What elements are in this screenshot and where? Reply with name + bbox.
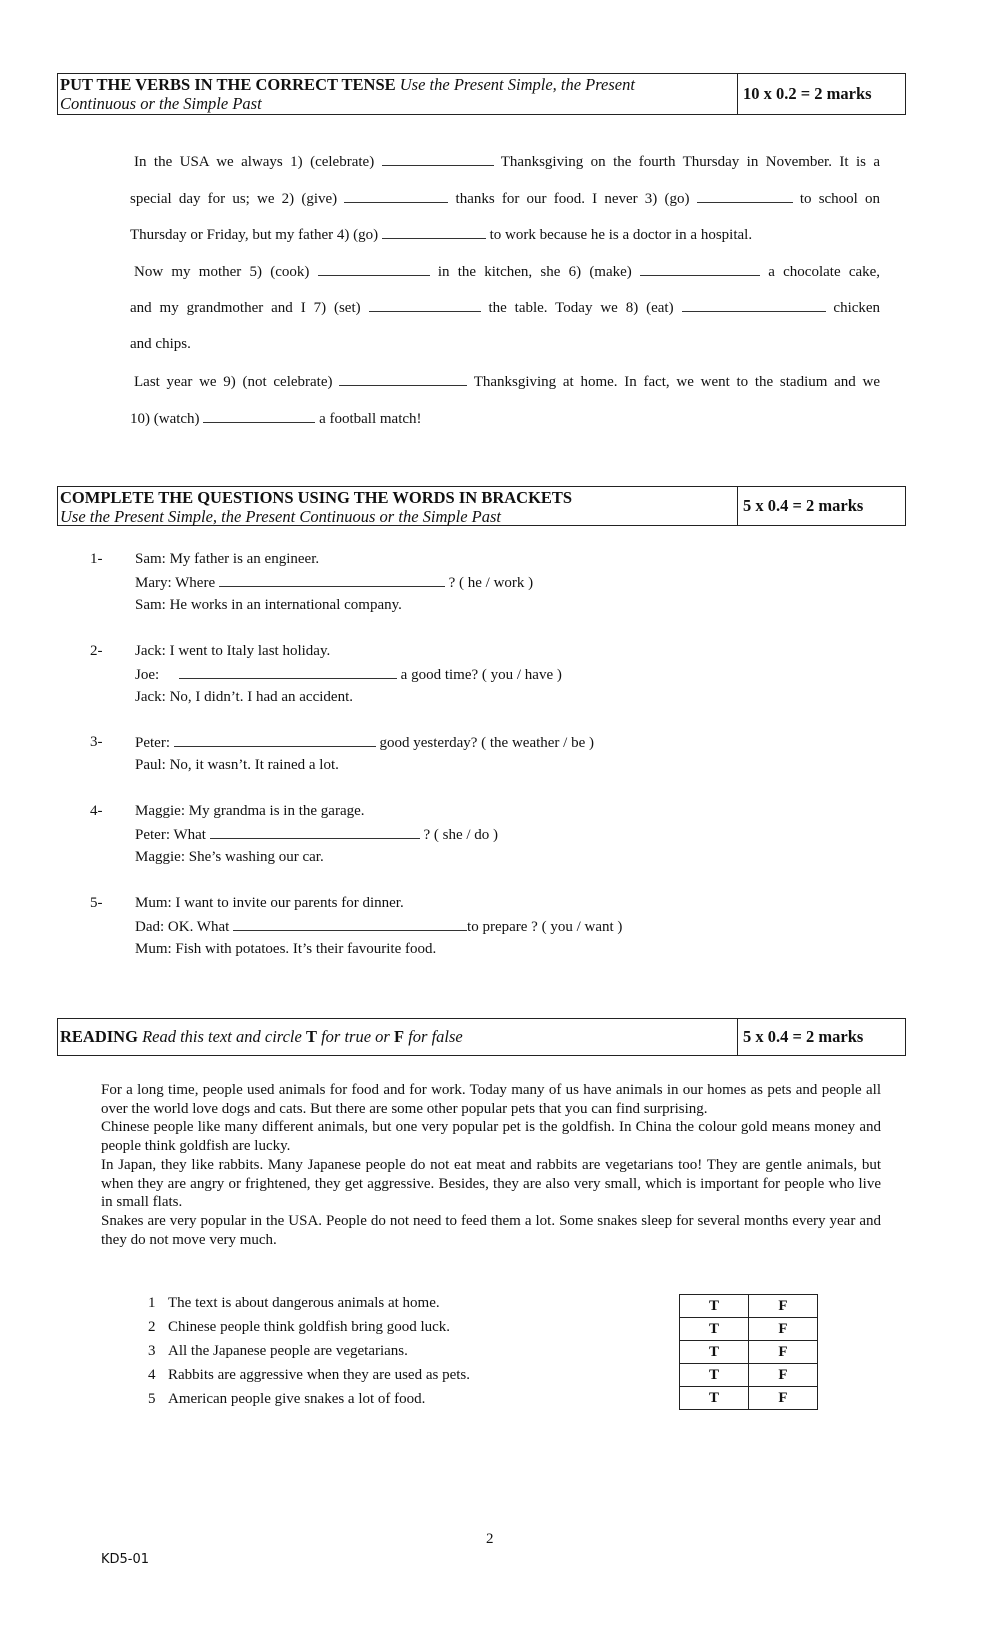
q3-number: 3- [90,734,103,750]
q4-number: 4- [90,803,103,819]
false-cell[interactable]: F [749,1318,818,1341]
q5-line1: Mum: I want to invite our parents for dinner. [135,895,404,911]
section2-header [57,486,906,526]
section2-title-bold: COMPLETE THE QUESTIONS USING THE WORDS IN BRACKETS [60,488,573,507]
tf-row [680,1318,818,1341]
blank-8[interactable] [682,299,826,312]
q1-number: 1- [90,551,103,567]
tf-row [680,1341,818,1364]
q1-line3: Sam: He works in an international company. [135,597,402,613]
section2-title [58,487,738,525]
true-cell[interactable]: T [680,1295,749,1318]
s1-line-5: and my grandmother and I 7) (set) the table. Today we 8) (eat) chicken [130,300,881,316]
true-cell[interactable]: T [680,1341,749,1364]
q2-line2: Joe: a good time? ( you / have ) [135,667,562,683]
q2-number: 2- [90,643,103,659]
section3-title: READING Read this text and circle T for true or F for false [58,1019,738,1055]
s1-line-1: In the USA we always 1) (celebrate) Thanksgiving on the fourth Thursday in November. It is a [134,154,881,170]
blank-3[interactable] [697,190,793,203]
section3-title-bold: READING [60,1027,138,1046]
statement-3: 3 All the Japanese people are vegetarians. [148,1343,408,1359]
tf-row [680,1387,818,1410]
reading-text [101,1081,881,1249]
q3-blank[interactable] [174,734,376,747]
true-cell[interactable]: T [680,1364,749,1387]
blank-6[interactable] [640,263,760,276]
q1-line1: Sam: My father is an engineer. [135,551,320,567]
q4-line2: Peter: What ? ( she / do ) [135,827,499,843]
true-cell[interactable]: T [680,1387,749,1410]
q1-blank[interactable] [219,574,445,587]
section1-title-bold: PUT THE VERBS IN THE CORRECT TENSE [60,75,396,94]
blank-4[interactable] [382,226,486,239]
reading-paragraph: Snakes are very popular in the USA. People do not need to feed them a lot. Some snakes sleep for several months every year and they do not move very much. [101,1212,881,1248]
q2-line1: Jack: I went to Italy last holiday. [135,643,331,659]
tf-row [680,1295,818,1318]
false-cell[interactable]: F [749,1295,818,1318]
blank-7[interactable] [369,299,481,312]
reading-paragraph: For a long time, people used animals for food and for work. Today many of us have animals in our homes as pets and people all over the world love dogs and cats. But there are some other popular pets that you can find surprising. [101,1082,881,1117]
tf-row [680,1364,818,1387]
page-number: 2 [486,1531,494,1547]
section3-marks: 5 x 0.4 = 2 marks [743,1027,864,1046]
section3-header [57,1018,906,1056]
blank-1[interactable] [382,153,494,166]
q2-blank[interactable] [179,666,397,679]
section1-marks: 10 x 0.2 = 2 marks [743,84,872,103]
q3-line1: Peter: good yesterday? ( the weather / be ) [135,735,594,751]
statement-4: 4 Rabbits are aggressive when they are used as pets. [148,1367,470,1383]
q5-line2: Dad: OK. What to prepare ? ( you / want ) [135,919,623,935]
s1-line-3: Thursday or Friday, but my father 4) (go) to work because he is a doctor in a hospital. [130,227,753,243]
s1-line-7: Last year we 9) (not celebrate) Thanksgiving at home. In fact, we went to the stadium and we [134,374,881,390]
s1-line-4: Now my mother 5) (cook) in the kitchen, she 6) (make) a chocolate cake, [134,264,881,280]
s1-line-2: special day for us; we 2) (give) thanks for our food. I never 3) (go) to school on [130,191,881,207]
section1-header [57,73,906,115]
q4-line3: Maggie: She’s washing our car. [135,849,324,865]
section1-title-italic-2: Continuous or the Simple Past [60,94,262,113]
section1-title [58,74,738,114]
reading-paragraph: In Japan, they like rabbits. Many Japanese people do not eat meat and rabbits are vegetarians too! They are gentle animals, but when they are angry or frightened, they get aggressive. Besides, they are also very small, which is important for people who live in small flats. [101,1156,881,1211]
true-false-table [679,1294,818,1410]
q2-line3: Jack: No, I didn’t. I had an accident. [135,689,353,705]
s1-line-8: 10) (watch) a football match! [130,411,422,427]
statement-2: 2 Chinese people think goldfish bring good luck. [148,1319,451,1335]
section2-title-italic: Use the Present Simple, the Present Continuous or the Simple Past [60,507,502,526]
q4-blank[interactable] [210,826,420,839]
q4-line1: Maggie: My grandma is in the garage. [135,803,365,819]
reading-paragraph: Chinese people like many different animals, but one very popular pet is the goldfish. In China the colour gold means money and people think goldfish are lucky. [101,1119,881,1155]
s1-line-6: and chips. [130,336,191,352]
blank-9[interactable] [339,373,467,386]
false-cell[interactable]: F [749,1387,818,1410]
false-cell[interactable]: F [749,1364,818,1387]
statement-1: 1 The text is about dangerous animals at home. [148,1295,440,1311]
footer-code: KD5-01 [101,1552,150,1567]
statement-5: 5 American people give snakes a lot of food. [148,1391,426,1407]
q3-line2: Paul: No, it wasn’t. It rained a lot. [135,757,339,773]
true-cell[interactable]: T [680,1318,749,1341]
q5-line3: Mum: Fish with potatoes. It’s their favourite food. [135,941,437,957]
false-cell[interactable]: F [749,1341,818,1364]
section2-marks: 5 x 0.4 = 2 marks [743,496,864,515]
q5-blank[interactable] [233,918,467,931]
blank-2[interactable] [344,190,448,203]
section1-title-italic: Use the Present Simple, the Present [399,75,635,94]
blank-10[interactable] [203,410,315,423]
q5-number: 5- [90,895,103,911]
q1-line2: Mary: Where ? ( he / work ) [135,575,534,591]
blank-5[interactable] [318,263,430,276]
